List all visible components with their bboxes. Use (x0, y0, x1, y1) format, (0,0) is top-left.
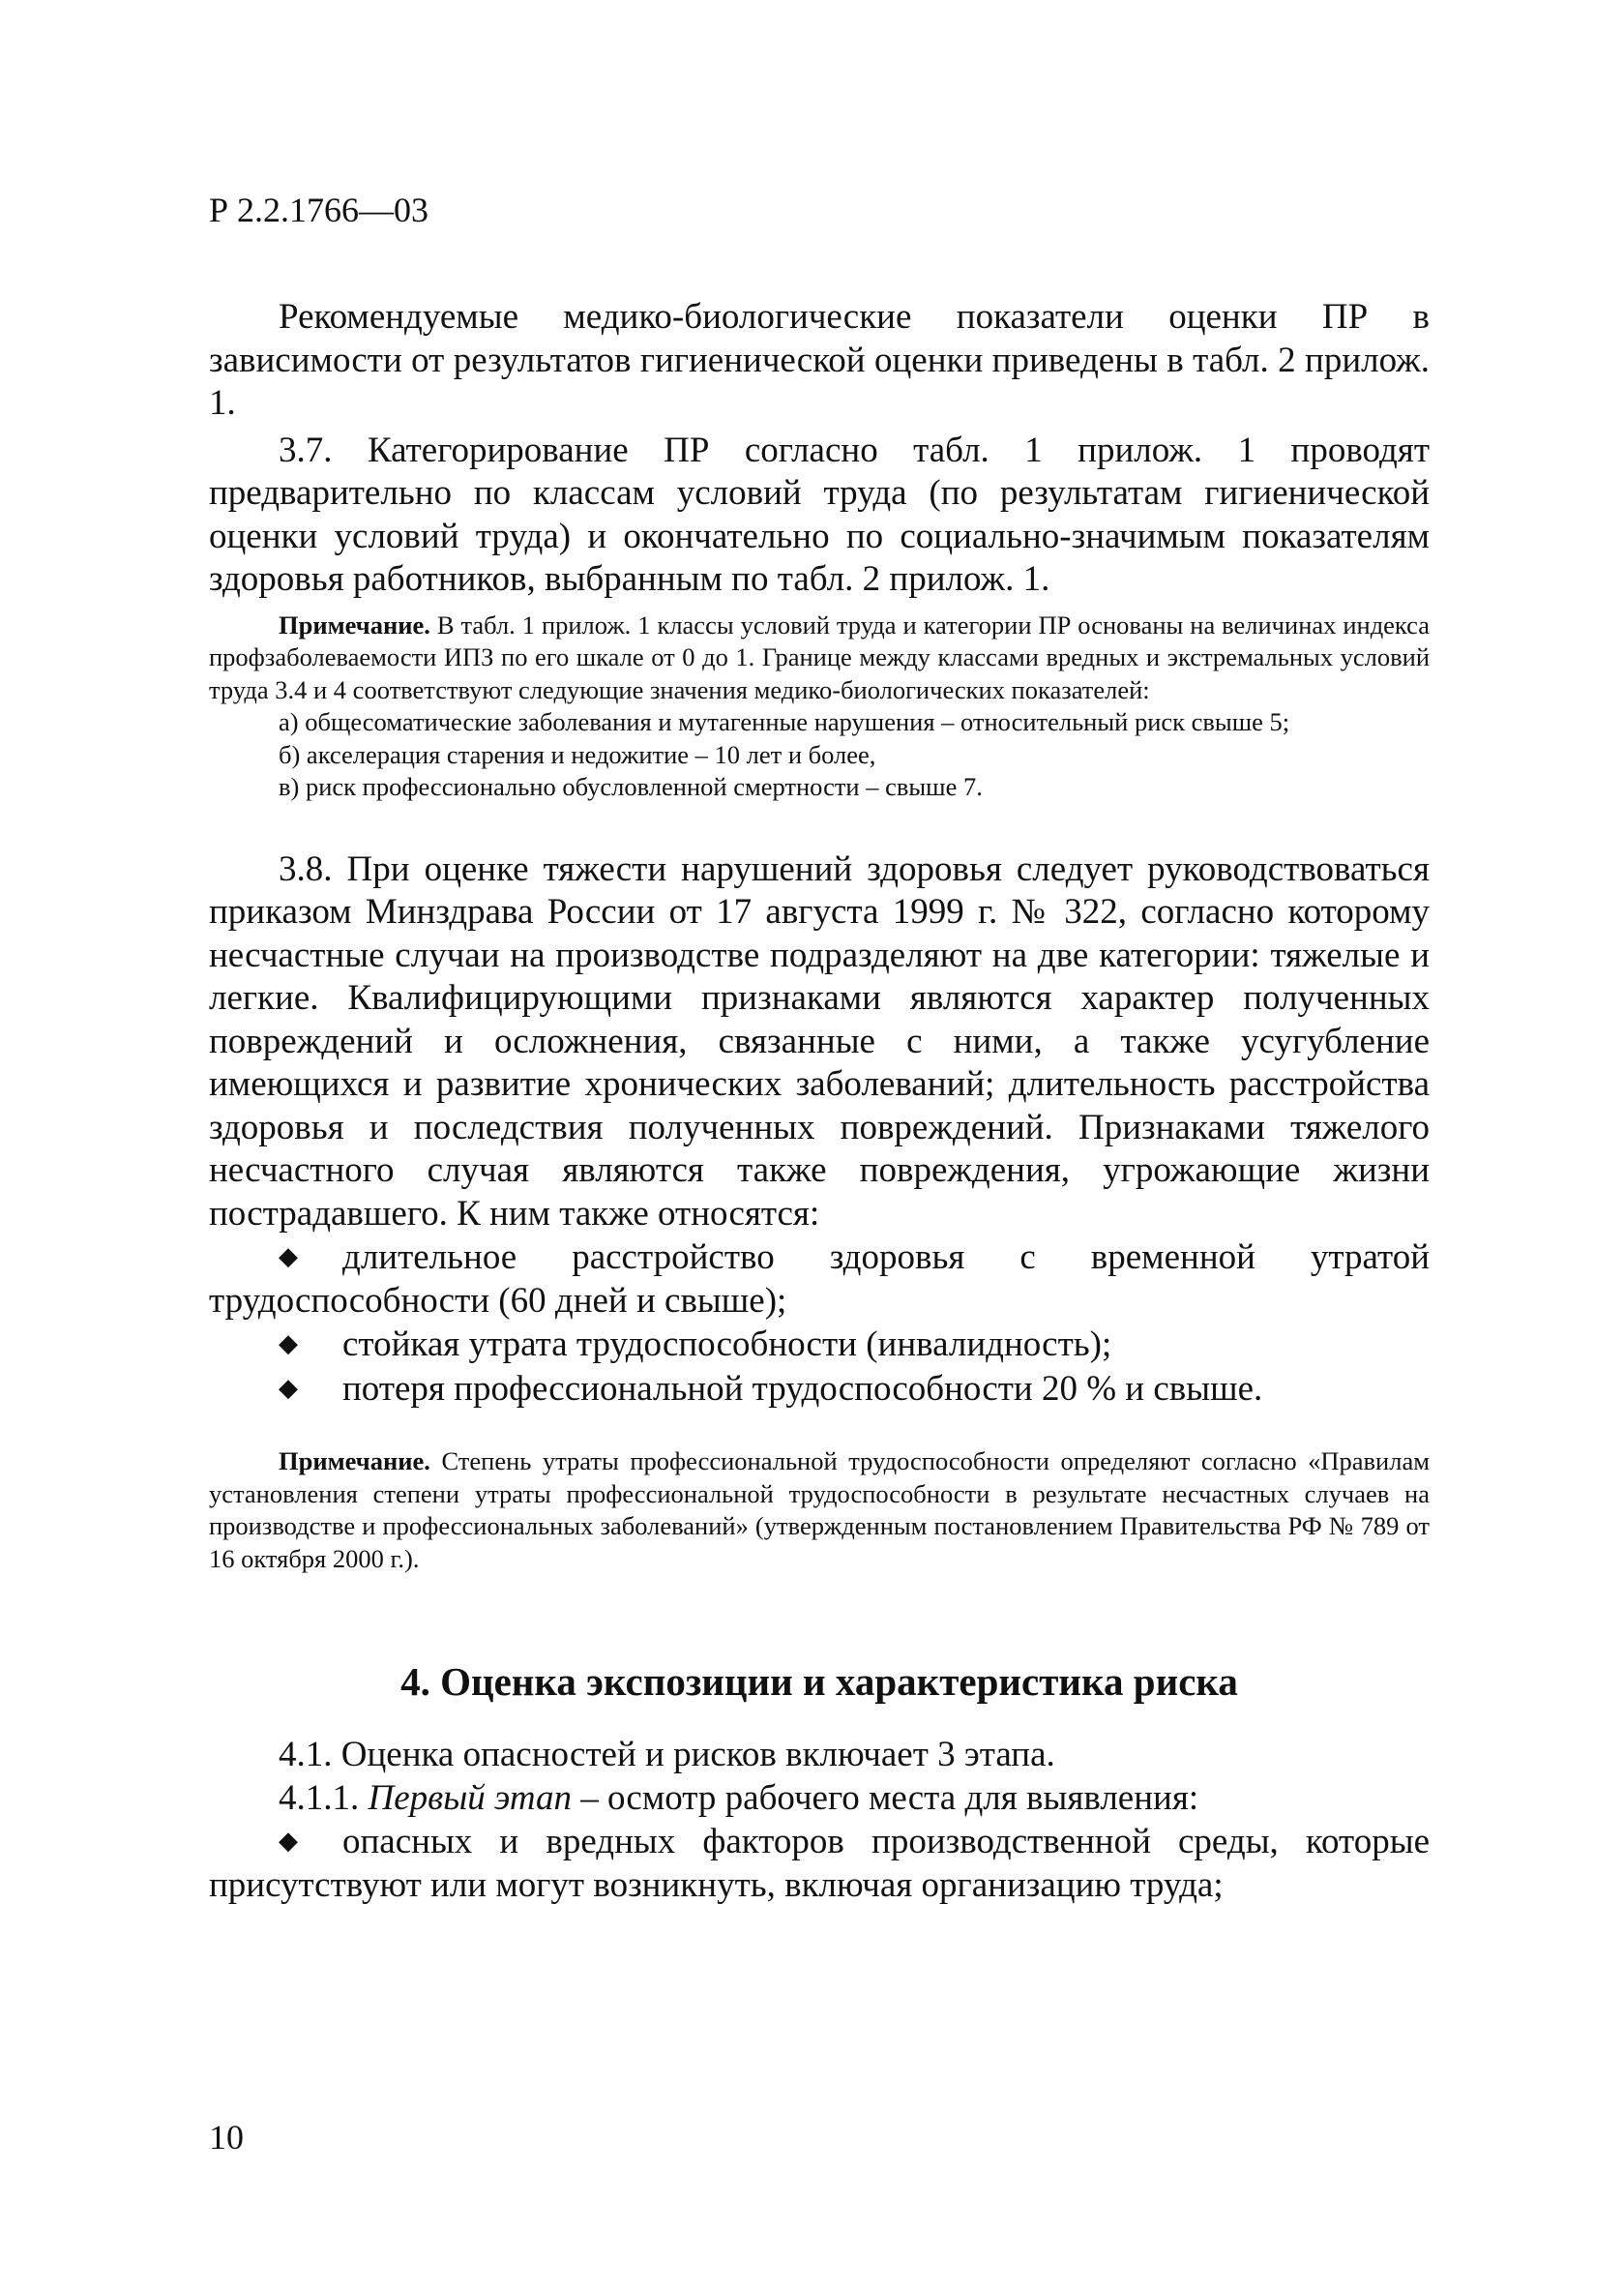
bullet-item-4-text: опасных и вредных факторов производственной среды, которые присутствуют или могут возникнуть, включая организацию труда; (209, 1822, 1430, 1905)
bullet-item-2-text: стойкая утрата трудоспособности (инвалидность); (342, 1324, 1112, 1364)
note-2-text: Степень утраты профессиональной трудоспособности определяют согласно «Правилам установления степени утраты профессиональной трудоспособности в результате несчастных случаев на производстве и профессиональных заболеваний» (утвержденным постановлением Правительства РФ № 789 от 16 октября 2000 г.). (209, 1446, 1430, 1573)
note-1-item-a: а) общесоматические заболевания и мутагенные нарушения – относительный риск свыше 5; (279, 707, 1290, 736)
document-body (209, 296, 1430, 1907)
paragraph-4-1-1 (209, 1777, 1430, 1821)
bullet-item-2 (209, 1323, 1430, 1367)
bullet-item-3 (209, 1367, 1430, 1412)
paragraph-4-1-1-text: – осмотр рабочего места для выявления: (572, 1777, 1199, 1818)
bullet-item-4 (209, 1820, 1430, 1907)
note-1-item-c: в) риск профессионально обусловленной смертности – свыше 7. (279, 772, 983, 801)
bullet-item-1-text: длительное расстройство здоровья с временной утратой трудоспособности (60 дней и свыше); (209, 1237, 1430, 1321)
bullet-item-1 (209, 1235, 1430, 1323)
paragraph-3-8: 3.8. При оценке тяжести нарушений здоровья следует руководствоваться приказом Минздрава России от 17 августа 1999 г. № 322, согласно которому несчастные случаи на производстве подразделяют на две категории: тяжелые и легкие. Квалифицирующими признаками являются характер полученных повреждений и осложнения, связанные с ними, а также усугубление имеющихся и развитие хронических заболеваний; длительность расстройства здоровья и последствия полученных повреждений. Признаками тяжелого несчастного случая являются также повреждения, угрожающие жизни пострадавшего. К ним также относятся: (209, 848, 1430, 1234)
paragraph-4-1: 4.1. Оценка опасностей и рисков включает 3 этапа. (279, 1735, 1055, 1774)
note-1-text: В табл. 1 прилож. 1 классы условий труда и категории ПР основаны на величинах индекса профзаболеваемости ИПЗ по его шкале от 0 до 1. Границе между классами вредных и экстремальных условий труда 3.4 и 4 соответствуют следующие значения медико-биологических показателей: (209, 610, 1430, 704)
note-1 (209, 610, 1430, 707)
note-2 (209, 1445, 1430, 1575)
diamond-bullet-icon: ◆ (279, 1242, 298, 1270)
paragraph-intro: Рекомендуемые медико-биологические показатели оценки ПР в зависимости от результатов гигиенической оценки приведены в табл. 2 прилож. 1. (209, 297, 1430, 423)
paragraph-4-1-1-number: 4.1.1. (279, 1777, 369, 1818)
paragraph-3-7: 3.7. Категорирование ПР согласно табл. 1 прилож. 1 проводят предварительно по классам условий труда (по результатам гигиенической оценки условий труда) и окончательно по социально-значимым показателям здоровья работников, выбранным по табл. 2 прилож. 1. (209, 430, 1430, 599)
diamond-bullet-icon: ◆ (279, 1827, 298, 1855)
paragraph-4-1-1-italic: Первый этап (368, 1777, 573, 1818)
diamond-bullet-icon: ◆ (279, 1329, 298, 1357)
diamond-bullet-icon: ◆ (279, 1373, 298, 1402)
note-2-label: Примечание. (279, 1446, 430, 1475)
page-number: 10 (209, 2118, 244, 2157)
document-header-id: Р 2.2.1766—03 (209, 191, 429, 229)
note-1-item-b: б) акселерация старения и недожитие – 10 лет и более, (279, 739, 876, 769)
note-1-label: Примечание. (279, 610, 430, 640)
bullet-item-3-text: потеря профессиональной трудоспособности 20 % и свыше. (342, 1368, 1263, 1409)
section-4-heading: 4. Оценка экспозиции и характеристика риска (400, 1659, 1238, 1704)
